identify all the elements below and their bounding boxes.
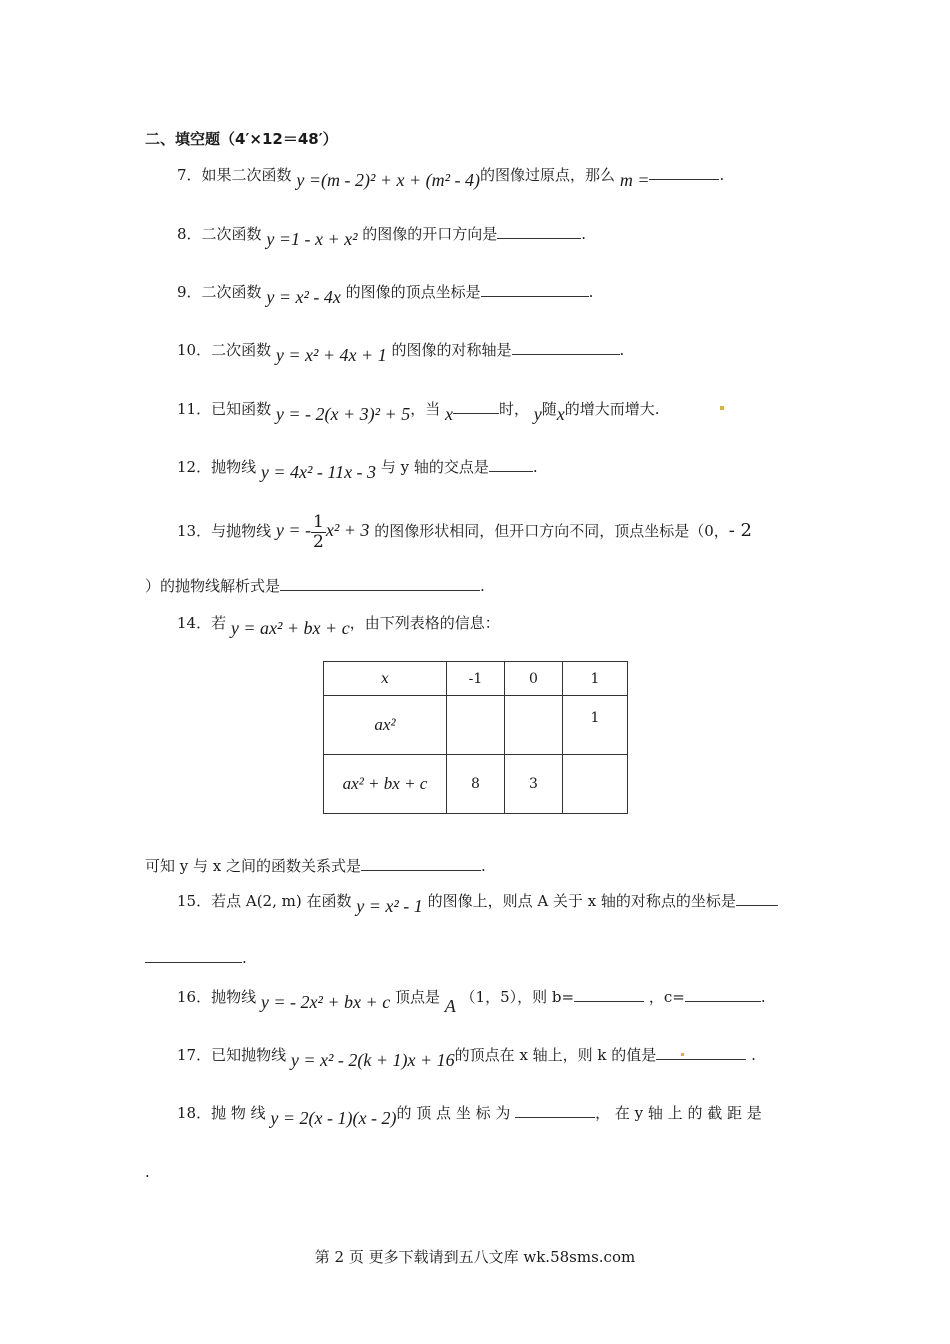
question-text: 二次函数 bbox=[211, 341, 272, 359]
question-number: 8． bbox=[177, 225, 202, 243]
question-number: 16． bbox=[177, 988, 212, 1006]
question-14 bbox=[177, 612, 500, 638]
question-13 bbox=[177, 513, 752, 551]
table-cell: -1 bbox=[447, 662, 505, 696]
question-number: 17． bbox=[177, 1046, 212, 1064]
question-17 bbox=[177, 1044, 756, 1070]
answer-blank[interactable] bbox=[649, 165, 719, 180]
question-18-line-2: . bbox=[145, 1163, 150, 1181]
question-number: 7． bbox=[177, 166, 202, 184]
question-text: 抛物线 bbox=[211, 458, 257, 476]
question-number: 9． bbox=[177, 283, 202, 301]
question-text: ， 在 y 轴 上 的 截 距 是 bbox=[595, 1104, 762, 1122]
variable-x: x bbox=[556, 404, 565, 424]
question-18 bbox=[177, 1102, 762, 1128]
question-text: （1，5），则 b= bbox=[460, 988, 575, 1006]
answer-blank[interactable] bbox=[685, 987, 761, 1002]
formula: y = 4x² - 11x - 3 bbox=[260, 462, 377, 482]
question-12 bbox=[177, 456, 538, 482]
answer-blank[interactable] bbox=[512, 340, 620, 355]
variable-y: y bbox=[533, 404, 542, 424]
question-text: 与 y 轴的交点是 bbox=[380, 458, 489, 476]
period: . bbox=[760, 988, 766, 1006]
section-heading: 二、填空题（4′×12＝48′） bbox=[145, 130, 338, 148]
answer-blank[interactable] bbox=[656, 1045, 746, 1060]
formula: y = - 2(x + 3)² + 5 bbox=[275, 404, 411, 424]
answer-blank[interactable] bbox=[736, 891, 778, 906]
question-text: ，当 bbox=[410, 400, 441, 418]
period: . bbox=[480, 577, 485, 595]
answer-blank[interactable] bbox=[145, 948, 242, 963]
question-15 bbox=[177, 890, 778, 916]
info-table bbox=[323, 661, 628, 814]
table-cell bbox=[505, 696, 563, 755]
table-row bbox=[324, 662, 628, 696]
question-number: 15． bbox=[177, 892, 212, 910]
question-7 bbox=[177, 164, 725, 190]
answer-blank[interactable] bbox=[515, 1103, 595, 1118]
question-number: 18． bbox=[177, 1104, 212, 1122]
question-text: 的 顶 点 坐 标 为 bbox=[396, 1104, 511, 1122]
question-number: 12． bbox=[177, 458, 212, 476]
table-cell: x bbox=[324, 662, 447, 696]
period: . bbox=[532, 458, 538, 476]
question-text: 已知函数 bbox=[211, 400, 272, 418]
fraction-denominator: 2 bbox=[313, 531, 324, 552]
question-8 bbox=[177, 223, 587, 249]
answer-blank[interactable] bbox=[497, 224, 581, 239]
question-text: 的增大而增大. bbox=[564, 400, 660, 418]
formula: y = x² - 4x bbox=[266, 287, 341, 307]
question-text: 如果二次函数 bbox=[201, 166, 292, 184]
formula: y = 2(x - 1)(x - 2) bbox=[270, 1108, 397, 1128]
question-number: 10． bbox=[177, 341, 212, 359]
question-text: 二次函数 bbox=[201, 225, 262, 243]
answer-blank[interactable] bbox=[481, 282, 589, 297]
question-number: 13． bbox=[177, 522, 212, 541]
table-cell bbox=[447, 696, 505, 755]
question-text: ，c= bbox=[648, 988, 685, 1006]
question-text: 若点 A(2, m) 在函数 bbox=[211, 892, 352, 910]
question-number: 14． bbox=[177, 614, 212, 632]
table-row bbox=[324, 755, 628, 814]
period: . bbox=[588, 283, 594, 301]
question-10 bbox=[177, 339, 625, 365]
table-cell: 0 bbox=[505, 662, 563, 696]
question-text: 随 bbox=[541, 400, 557, 418]
page-footer: 第 2 页 更多下载请到五八文库 wk.58sms.com bbox=[314, 1248, 636, 1266]
question-text: 与抛物线 bbox=[211, 522, 272, 541]
answer-blank[interactable] bbox=[361, 856, 481, 871]
question-text: 抛物线 bbox=[211, 988, 257, 1006]
question-text: ）的抛物线解析式是 bbox=[145, 577, 281, 595]
table-cell: 3 bbox=[505, 755, 563, 814]
answer-blank[interactable] bbox=[280, 576, 480, 591]
question-text: 的图像形状相同，但开口方向不同，顶点坐标是（0， bbox=[374, 522, 729, 541]
question-text: - 2 bbox=[728, 520, 752, 542]
period: . bbox=[719, 166, 725, 184]
period: . bbox=[619, 341, 625, 359]
question-number: 11． bbox=[177, 400, 212, 418]
table-cell bbox=[563, 755, 628, 814]
answer-blank[interactable] bbox=[453, 399, 499, 414]
question-text: 可知 y 与 x 之间的函数关系式是 bbox=[145, 857, 362, 875]
question-11 bbox=[177, 398, 660, 424]
question-text: 的图像过原点，那么 bbox=[480, 166, 616, 184]
formula: y = x² - 2(k + 1)x + 16 bbox=[290, 1050, 455, 1070]
question-14-conclusion bbox=[145, 855, 486, 876]
formula: y = x² + 4x + 1 bbox=[275, 345, 387, 365]
question-16 bbox=[177, 986, 766, 1016]
period: . bbox=[481, 857, 486, 875]
stray-mark bbox=[720, 406, 724, 410]
formula: x² + 3 bbox=[325, 520, 370, 541]
question-text: 的图像的对称轴是 bbox=[391, 341, 512, 359]
table-cell: 8 bbox=[447, 755, 505, 814]
formula: y =(m - 2)² + x + (m² - 4) bbox=[296, 170, 481, 190]
formula: y =1 - x + x² bbox=[266, 229, 358, 249]
stray-mark bbox=[681, 1053, 684, 1056]
question-text: 的图像的顶点坐标是 bbox=[345, 283, 481, 301]
table-cell: ax² bbox=[324, 696, 447, 755]
answer-blank[interactable] bbox=[489, 457, 533, 472]
question-text: ，由下列表格的信息： bbox=[349, 614, 500, 632]
period: . bbox=[581, 225, 587, 243]
answer-blank[interactable] bbox=[574, 987, 644, 1002]
formula: y = ax² + bx + c bbox=[230, 618, 350, 638]
question-text: 二次函数 bbox=[201, 283, 262, 301]
formula: m = bbox=[619, 170, 650, 190]
formula: y = x² - 1 bbox=[356, 896, 423, 916]
table-cell: ax² + bx + c bbox=[324, 755, 447, 814]
question-text: 的图像上，则点 A 关于 x 轴的对称点的坐标是 bbox=[427, 892, 736, 910]
period: . bbox=[242, 949, 247, 967]
question-text: 的图像的开口方向是 bbox=[362, 225, 498, 243]
table-cell: 1 bbox=[563, 696, 628, 755]
period: . bbox=[751, 1046, 756, 1064]
question-text: 顶点是 bbox=[394, 988, 440, 1006]
fraction-numerator: 1 bbox=[313, 512, 324, 532]
question-text: 的顶点在 x 轴上，则 k 的值是 bbox=[454, 1046, 657, 1064]
question-text: 时， bbox=[498, 400, 529, 418]
variable-x: x bbox=[444, 404, 453, 424]
formula: y = - bbox=[275, 520, 312, 541]
question-9 bbox=[177, 281, 594, 307]
fraction bbox=[311, 513, 326, 551]
question-text: 已知抛物线 bbox=[211, 1046, 287, 1064]
question-text: 若 bbox=[211, 614, 227, 632]
formula: y = - 2x² + bx + c bbox=[260, 992, 391, 1012]
table-row bbox=[324, 696, 628, 755]
question-13-line-2 bbox=[145, 575, 485, 596]
question-text: 抛 物 线 bbox=[211, 1104, 266, 1122]
table-cell: 1 bbox=[563, 662, 628, 696]
question-15-line-2 bbox=[145, 948, 247, 967]
variable-a: A bbox=[444, 996, 456, 1016]
